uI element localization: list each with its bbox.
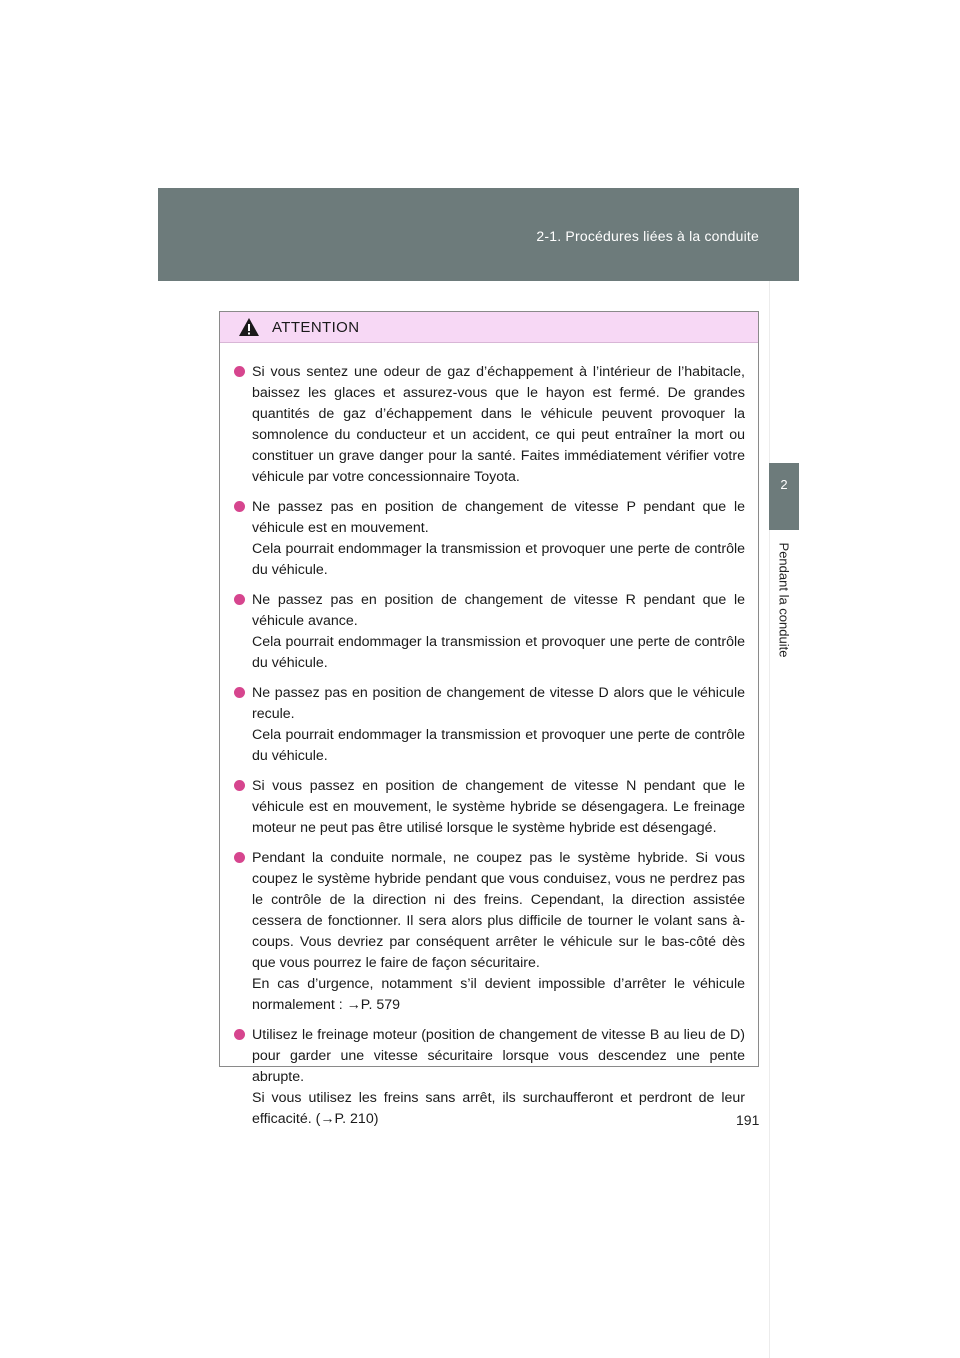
warning-paragraph: Ne passez pas en position de changement de vitesse R pendant que le véhicule avance. <box>252 592 745 629</box>
warning-triangle-icon <box>238 317 260 337</box>
warning-paragraph: Pendant la conduite normale, ne coupez pas le système hybride. Si vous coupez le système hybride pendant que vous conduisez, vous ne perdrez pas le contrôle de la direction ni des freins. Cependant, la direction assistée cessera de fonctionner. Il sera alors plus difficile de tourner le volant sans à-coups. Vous devriez par conséquent arrêter le véhicule sur le bas-côté dès que vous pourrez le faire de façon sécuritaire. <box>252 850 745 971</box>
warning-paragraph: Ne passez pas en position de changement de vitesse P pendant que le véhicule est en mouvement. <box>252 499 745 536</box>
warning-paragraph: En cas d’urgence, notamment s’il devient impossible d’arrêter le véhicule normalement : →P. 579 <box>252 976 745 1013</box>
warning-paragraph: Utilisez le freinage moteur (position de changement de vitesse B au lieu de D) pour garder une vitesse sécuritaire lorsque vous descendez une pente abrupte. <box>252 1027 745 1085</box>
warning-paragraph: Cela pourrait endommager la transmission et provoquer une perte de contrôle du véhicule. <box>252 727 745 764</box>
warning-item <box>234 683 745 767</box>
bullet-icon <box>234 687 245 698</box>
chapter-label: Pendant la conduite <box>776 542 792 658</box>
bullet-icon <box>234 501 245 512</box>
chapter-number: 2 <box>780 477 788 492</box>
bullet-icon <box>234 366 245 377</box>
chapter-tab <box>769 463 799 530</box>
warning-title: ATTENTION <box>272 318 360 336</box>
side-strip <box>769 281 800 1358</box>
warning-item <box>234 362 745 488</box>
warning-paragraph: Si vous utilisez les freins sans arrêt, ils surchaufferont et perdront de leur efficacité. (→P. 210) <box>252 1090 745 1127</box>
page-number: 191 <box>736 1112 760 1128</box>
bullet-icon <box>234 780 245 791</box>
section-title: 2-1. Procédures liées à la conduite <box>536 228 759 244</box>
warning-paragraph: Si vous passez en position de changement de vitesse N pendant que le véhicule est en mouvement, le système hybride se désengagera. Le freinage moteur ne peut pas être utilisé lorsque le système hybride est désengagé. <box>252 778 745 836</box>
warning-item <box>234 776 745 839</box>
warning-item <box>234 497 745 581</box>
warning-paragraph: Cela pourrait endommager la transmission et provoquer une perte de contrôle du véhicule. <box>252 634 745 671</box>
bullet-icon <box>234 594 245 605</box>
warning-header <box>220 312 758 343</box>
warning-paragraph: Ne passez pas en position de changement de vitesse D alors que le véhicule recule. <box>252 685 745 722</box>
warning-paragraph: Cela pourrait endommager la transmission et provoquer une perte de contrôle du véhicule. <box>252 541 745 578</box>
bullet-icon <box>234 1029 245 1040</box>
section-header-band <box>158 188 799 281</box>
bullet-icon <box>234 852 245 863</box>
warning-paragraph: Si vous sentez une odeur de gaz d’échappement à l’intérieur de l’habitacle, baissez les glaces et assurez-vous que le hayon est fermé. De grandes quantités de gaz d’échappement dans le véhicule peuvent provoquer la somnolence du conducteur et un accident, ce qui peut entraîner la mort ou constituer un grave danger pour la santé. Faites immédiatement vérifier votre véhicule par votre concessionnaire Toyota. <box>252 364 745 485</box>
warning-item <box>234 848 745 1016</box>
warning-list <box>220 343 758 1130</box>
warning-item <box>234 1025 745 1130</box>
warning-item <box>234 590 745 674</box>
